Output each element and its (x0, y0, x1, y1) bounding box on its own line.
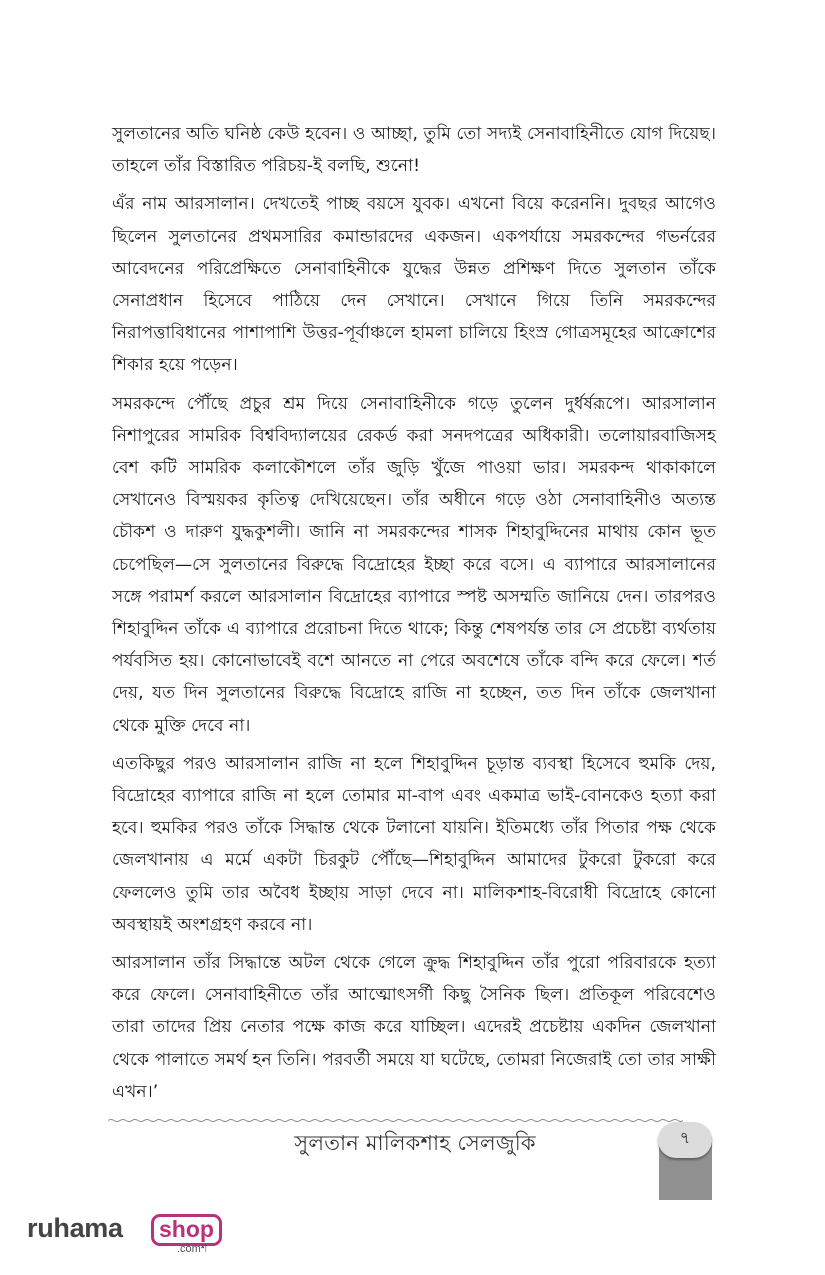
body-paragraph: এঁর নাম আরসালান। দেখতেই পাচ্ছ বয়সে যুবক। এখনো বিয়ে করেননি। দুবছর আগেও ছিলেন সুলতানের প্রথমসারির কমান্ডারদের একজন। একপর্যায়ে সমরকন্দের গভর্নরের আবেদনের পরিপ্রেক্ষিতে সেনাবাহিনীকে যুদ্ধের উন্নত প্রশিক্ষণ দিতে সুলতান তাঁকে সেনাপ্রধান হিসেবে পাঠিয়ে দেন সেখানে। সেখানে গিয়ে তিনি সমরকন্দের নিরাপত্তাবিধানের পাশাপাশি উত্তর-পূর্বাঞ্চলে হামলা চালিয়ে হিংস্র গোত্রসমূহের আক্রোশের শিকার হয়ে পড়েন। (112, 194, 716, 376)
watermark-shop-badge (151, 1214, 222, 1246)
running-footer-title: সুলতান মালিকশাহ সেলজুকি (294, 1131, 536, 1155)
body-paragraph: সুলতানের অতি ঘনিষ্ঠ কেউ হবেন। ও আচ্ছা, তুমি তো সদ্যই সেনাবাহিনীতে যোগ দিয়েছ। তাহলে তাঁর বিস্তারিত পরিচয়-ই বলছি, শুনো! (112, 124, 716, 177)
body-paragraph: এতকিছুর পরও আরসালান রাজি না হলে শিহাবুদ্দিন চূড়ান্ত ব্যবস্থা হিসেবে হুমকি দেয়, বিদ্রোহের ব্যাপারে রাজি না হলে তোমার মা-বাপ এবং একমাত্র ভাই-বোনকেও হত্যা করা হবে। হুমকির পরও তাঁকে সিদ্ধান্ত থেকে টলানো যায়নি। ইতিমধ্যে তাঁর পিতার পক্ষ থেকে জেলখানায় এ মর্মে একটা চিরকুট পৌঁছে—শিহাবুদ্দিন আমাদের টুকরো টুকরো করে ফেললেও তুমি তার অবৈধ ইচ্ছায় সাড়া দেবে না। মালিকশাহ-বিরোধী বিদ্রোহে কোনো অবস্থায়ই অংশগ্রহণ করবে না। (112, 753, 716, 935)
page-number: ৭ (679, 1128, 691, 1147)
watermark-brand-domain: .comশ (177, 1243, 208, 1255)
body-paragraph: আরসালান তাঁর সিদ্ধান্তে অটল থেকে গেলে ক্রুদ্ধ শিহাবুদ্দিন তাঁর পুরো পরিবারকে হত্যা করে ফেলে। সেনাবাহিনীতে তাঁর আত্মোৎসর্গী কিছু সৈনিক ছিল। প্রতিকূল পরিবেশেও তারা তাদের প্রিয় নেতার পক্ষে কাজ করে যাচ্ছিল। এদেরই প্রচেষ্টায় একদিন জেলখানা থেকে পালাতে সমর্থ হন তিনি। পরবর্তী সময়ে যা ঘটেছে, তোমরা নিজেরাই তো তার সাক্ষী এখন।’ (112, 953, 716, 1102)
footer-divider (108, 1118, 683, 1123)
page-body (112, 118, 716, 1114)
watermark-brand-main: ruhama (27, 1213, 123, 1243)
watermark-brand-shop: shop (159, 1216, 214, 1242)
body-paragraph: সমরকন্দে পৌঁছে প্রচুর শ্রম দিয়ে সেনাবাহিনীকে গড়ে তুলেন দুর্ধর্ষরূপে। আরসালান নিশাপুরের সামরিক বিশ্ববিদ্যালয়ের রেকর্ড করা সনদপত্রের অধিকারী। তলোয়ারবাজিসহ বেশ কটি সামরিক কলাকৌশলে তাঁর জুড়ি খুঁজে পাওয়া ভার। সমরকন্দ থাকাকালে সেখানেও বিস্ময়কর কৃতিত্ব দেখিয়েছেন। তাঁর অধীনে গড়ে ওঠা সেনাবাহিনীও অত্যন্ত চৌকশ ও দারুণ যুদ্ধকুশলী। জানি না সমরকন্দের শাসক শিহাবুদ্দিনের মাথায় কোন ভূত চেপেছিল—সে সুলতানের বিরুদ্ধে বিদ্রোহের ইচ্ছা করে বসে। এ ব্যাপারে আরসালানের সঙ্গে পরামর্শ করলে আরসালান বিদ্রোহের ব্যাপারে স্পষ্ট অসম্মতি জানিয়ে দেন। তারপরও শিহাবুদ্দিন তাঁকে এ ব্যাপারে প্ররোচনা দিতে থাকে; কিন্তু শেষপর্যন্ত তার সে প্রচেষ্টা ব্যর্থতায় পর্যবসিত হয়। কোনোভাবেই বশে আনতে না পেরে অবশেষে তাঁকে বন্দি করে ফেলে। শর্ত দেয়, যত দিন সুলতানের বিরুদ্ধে বিদ্রোহে রাজি না হচ্ছেন, তত দিন তাঁকে জেলখানা থেকে মুক্তি দেবে না। (112, 393, 716, 736)
publisher-watermark-logo (27, 1212, 237, 1260)
